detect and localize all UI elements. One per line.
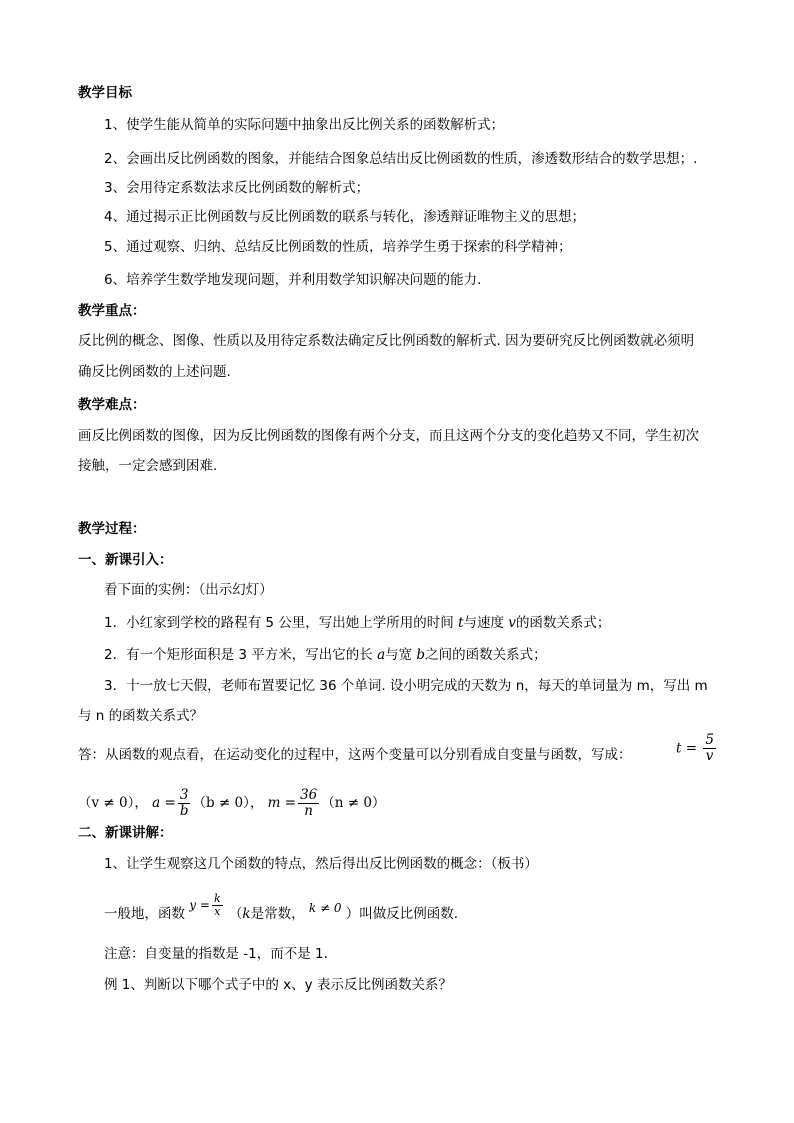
answer-text: 答：从函数的观点看，在运动变化的过程中，这两个变量可以分别看成自变量与函数，写成： (78, 747, 632, 763)
formula-a-condition: （b ≠ 0）， (192, 795, 264, 811)
formula-a-lhs: a = (152, 795, 176, 811)
note-text: 注意：自变量的指数是 -1，而不是 1. (104, 946, 328, 962)
ex2-var-b: b (416, 647, 426, 663)
ex1-mid: 与速度 (463, 615, 509, 631)
ex2-post: 之间的函数关系式； (425, 647, 547, 663)
definition-line (104, 891, 459, 932)
ex1-var-t: t (458, 615, 464, 631)
formula-t (676, 733, 718, 764)
example-line-3b: 与 n 的函数关系式？ (78, 708, 204, 724)
key-points-heading: 教学重点： (78, 303, 146, 319)
formula-line (78, 783, 385, 823)
goal-item: 2、会画出反比例函数的图象，并能结合图象总结出反比例函数的性质，渗透数形结合的数学思想；. (104, 151, 698, 167)
process-heading: 教学过程： (78, 521, 146, 537)
lecture-point-1: 1、让学生观察这几个函数的特点，然后得出反比例函数的概念：（板书） (104, 856, 538, 872)
formula-m-condition: （n ≠ 0） (321, 795, 386, 811)
formula-a-fraction (178, 788, 191, 819)
formula-a-denominator: b (179, 802, 189, 819)
ex2-var-a: a (377, 647, 386, 663)
example-line-2 (104, 645, 547, 665)
goals-heading: 教学目标 (78, 85, 132, 101)
formula-t-denominator: v (705, 748, 714, 764)
definition-k: k (242, 906, 251, 922)
definition-denominator: x (214, 904, 221, 918)
example-1-prompt: 例 1、判断以下哪个式子中的 x、y 表示反比例函数关系？ (104, 977, 452, 993)
definition-k-nonzero: k ≠ 0 (308, 901, 342, 915)
ex2-pre: 2．有一个矩形面积是 3 平方米，写出它的长 (104, 647, 378, 663)
formula-a-numerator: 3 (178, 788, 191, 804)
definition-post: ）叫做反比例函数. (345, 906, 459, 922)
difficulties-text: 画反比例函数的图像，因为反比例函数的图像有两个分支，而且这两个分支的变化趋势又不同，学生初次 (78, 428, 699, 444)
intro-lead: 看下面的实例：（出示幻灯） (104, 582, 273, 598)
formula-t-lhs: t = (676, 740, 698, 757)
goal-item: 5、通过观察、归纳、总结反比例函数的性质，培养学生勇于探索的科学精神； (104, 239, 572, 255)
goal-item: 1、使学生能从简单的实际问题中抽象出反比例关系的函数解析式； (104, 117, 505, 133)
goal-item: 4、通过揭示正比例函数与反比例函数的联系与转化，渗透辩证唯物主义的思想； (104, 209, 586, 225)
formula-t-condition: （v ≠ 0）， (78, 795, 148, 811)
ex1-var-v: v (508, 615, 516, 631)
goal-item: 3、会用待定系数法求反比例函数的解析式； (104, 180, 370, 196)
ex1-post: 的函数关系式； (515, 615, 611, 631)
ex2-mid: 与宽 (385, 647, 417, 663)
formula-t-fraction (703, 733, 716, 764)
formula-m-fraction (298, 788, 319, 819)
goal-item: 6、培养学生数学地发现问题，并利用数学知识解决问题的能力. (104, 272, 482, 288)
key-points-text: 确反比例函数的上述问题. (78, 364, 231, 380)
formula-t-numerator: 5 (705, 732, 714, 748)
difficulties-text: 接触，一定会感到困难. (78, 458, 218, 474)
difficulties-heading: 教学难点： (78, 397, 146, 413)
lecture-heading: 二、新课讲解： (78, 825, 173, 841)
ex1-pre: 1．小红家到学校的路程有 5 公里，写出她上学所用的时间 (104, 615, 459, 631)
definition-pre: 一般地，函数 (104, 906, 190, 922)
formula-m-denominator: n (304, 802, 313, 819)
formula-m-numerator: 36 (300, 786, 318, 803)
example-line-3: 3．十一放七天假，老师布置要记忆 36 个单词. 设小明完成的天数为 n，每天的单词量为 m，写出 m (104, 678, 708, 694)
formula-m-lhs: m = (267, 795, 297, 811)
key-points-text: 反比例的概念、图像、性质以及用待定系数法确定反比例函数的解析式. 因为要研究反比例函数就必须明 (78, 333, 695, 349)
example-line-1 (104, 613, 610, 633)
definition-lhs: y = (189, 898, 210, 912)
definition-cond-mid: 是常数， (250, 906, 305, 922)
definition-fraction (212, 893, 223, 918)
definition-numerator: k (213, 891, 221, 905)
intro-heading: 一、新课引入： (78, 552, 173, 568)
definition-cond-open: （ (228, 906, 243, 922)
